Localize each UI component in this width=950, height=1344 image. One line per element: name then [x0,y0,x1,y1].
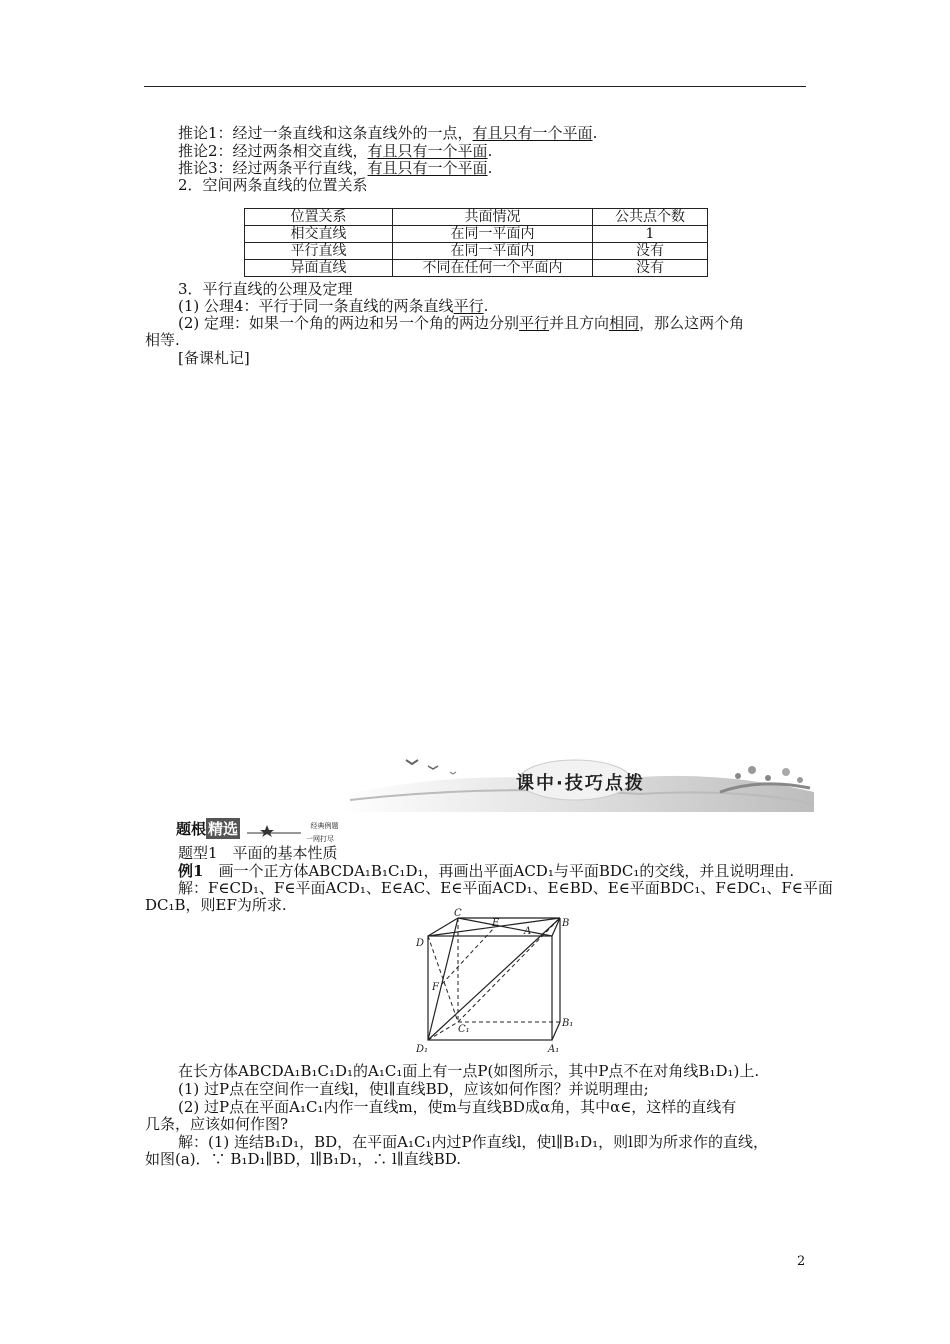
problem-q1: (1) 过P点在空间作一直线l，使l∥直线BD，应该如何作图？并说明理由; [178,1080,649,1098]
table-row [245,226,708,243]
bird-icon [406,760,418,764]
label-a1: A₁ [548,1044,560,1055]
theorem-line: (2) 定理：如果一个角的两边和另一个角的两边分别平行并且方向相同，那么这两个角 [178,314,745,332]
answer-line-1: 解：(1) 连结B₁D₁，BD，在平面A₁C₁内过P作直线l，使l∥B₁D₁，则l即为所求作的直线， [178,1133,768,1151]
line-relations-table [244,208,708,277]
header-rule [144,86,806,87]
table-cell: 在同一平面内 [393,243,593,260]
table-header-row [245,209,708,226]
problem-line-1: 在长方体ABCDA₁B₁C₁D₁的A₁C₁面上有一点P(如图所示，其中P点不在对角线B₁D₁)上. [178,1062,760,1080]
page-number: 2 [797,1254,806,1269]
table-header: 共面情况 [393,209,593,226]
label-f: F [432,982,439,993]
section-3-title: 3．平行直线的公理及定理 [178,280,353,298]
example-1: 例1 画一个正方体ABCDA₁B₁C₁D₁，再画出平面ACD₁与平面BDC₁的交线，并且说明理由. [178,862,795,880]
theorem-continuation: 相等. [145,331,180,349]
problem-q2-continued: 几条，应该如何作图? [145,1115,289,1133]
label-a: A [524,926,532,937]
problem-q2: (2) 过P点在平面A₁C₁内作一直线m，使m与直线BD成α角，其中α∈，这样的直线有 [178,1098,737,1116]
label-c: C [454,908,462,919]
solution-line-1: 解：F∈CD₁、F∈平面ACD₁、E∈AC、E∈平面ACD₁、E∈BD、E∈平面BDC₁、F∈DC₁、F∈平面 [178,879,833,897]
section-2-title: 2．空间两条直线的位置关系 [178,176,368,194]
label-b1: B₁ [562,1018,574,1029]
banner-title: 课中·技巧点拨 [516,773,645,794]
section-header-subtitle: 一网打尽 [306,835,334,843]
table-cell: 平行直线 [245,243,393,260]
table-header: 位置关系 [245,209,393,226]
section-header: 题根 精选 $^{经典例题}$ [176,820,339,838]
solution-line-2: DC₁B，则EF为所求. [145,896,287,914]
table-cell: 在同一平面内 [393,226,593,243]
bird-icon [450,772,456,774]
corollary-2: 推论2：经过两条相交直线，有且只有一个平面. [178,142,493,160]
table-cell: 没有 [593,243,708,260]
table-cell: 异面直线 [245,260,393,277]
table-cell: 1 [593,226,708,243]
cube-figure [408,908,578,1058]
table-row [245,260,708,277]
topic-title: 题型1 平面的基本性质 [178,844,338,862]
table-cell: 相交直线 [245,226,393,243]
table-cell: 不同在任何一个平面内 [393,260,593,277]
answer-line-2: 如图(a)．∵ B₁D₁∥BD，l∥B₁D₁，∴ l∥直线BD. [145,1150,462,1168]
table-cell: 没有 [593,260,708,277]
bird-icon [428,766,438,769]
axiom-4: (1) 公理4：平行于同一条直线的两条直线平行. [178,297,489,315]
star-divider-icon [245,823,305,837]
label-e: E [492,918,500,929]
label-d: D [416,938,425,949]
label-c1: C₁ [458,1024,470,1035]
label-b: B [562,918,570,929]
table-row [245,243,708,260]
label-d1: D₁ [416,1044,429,1055]
corollary-3: 推论3：经过两条平行直线，有且只有一个平面. [178,159,493,177]
corollary-1: 推论1：经过一条直线和这条直线外的一点，有且只有一个平面. [178,124,598,142]
table-header: 公共点个数 [593,209,708,226]
notes-label: [备课札记] [178,349,250,367]
